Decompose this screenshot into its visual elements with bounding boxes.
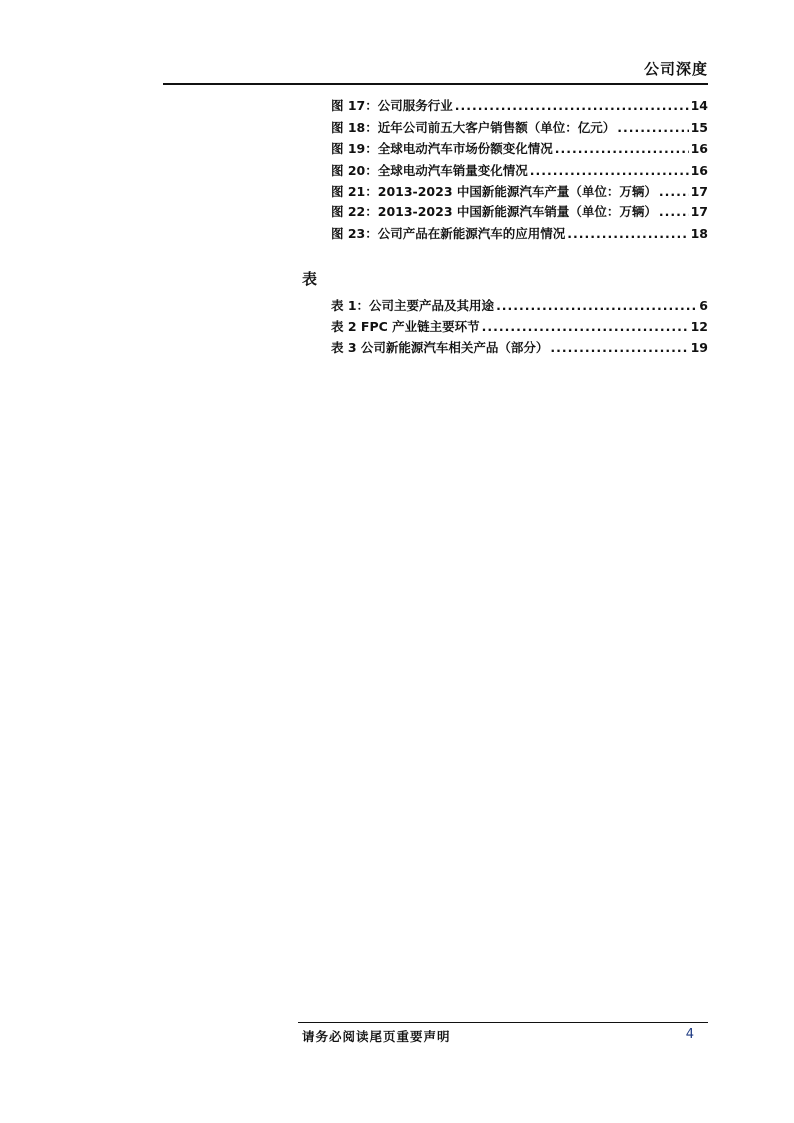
disclaimer-note: 请务必阅读尾页重要声明 [302, 1029, 451, 1044]
toc-entry-page: 16 [690, 163, 708, 178]
toc-leader-dots [530, 163, 689, 179]
toc-entry-page: 16 [690, 141, 708, 156]
header-divider [163, 83, 708, 85]
toc-leader-dots [555, 141, 689, 157]
toc-entry-label: 图 18：近年公司前五大客户销售额（单位：亿元） [331, 120, 616, 135]
toc-entry-table-3[interactable] [331, 338, 708, 356]
toc-entry-page: 19 [690, 340, 708, 355]
toc-leader-dots [550, 340, 688, 356]
toc-entry-page: 17 [690, 184, 708, 199]
toc-entry-figure-17[interactable] [331, 96, 708, 114]
toc-entry-label: 图 19：全球电动汽车市场份额变化情况 [331, 141, 553, 156]
toc-entry-table-2[interactable] [331, 317, 708, 335]
toc-leader-dots [567, 226, 688, 242]
toc-leader-dots [496, 298, 697, 314]
toc-entry-label: 图 20：全球电动汽车销量变化情况 [331, 163, 528, 178]
toc-entry-page: 15 [690, 120, 708, 135]
toc-entry-label: 图 23：公司产品在新能源汽车的应用情况 [331, 226, 566, 241]
toc-entry-label: 图 17：公司服务行业 [331, 98, 453, 113]
toc-entry-label: 表 2 FPC 产业链主要环节 [331, 319, 480, 334]
toc-entry-figure-23[interactable] [331, 224, 708, 242]
toc-entry-label: 图 22：2013-2023 中国新能源汽车销量（单位：万辆） [331, 204, 657, 219]
toc-leader-dots [617, 120, 688, 136]
footer-divider [298, 1022, 708, 1023]
toc-leader-dots [482, 319, 689, 335]
toc-entry-figure-20[interactable] [331, 161, 708, 179]
toc-entry-page: 12 [690, 319, 708, 334]
toc-leader-dots [659, 204, 689, 220]
toc-entry-page: 18 [690, 226, 708, 241]
toc-entry-figure-19[interactable] [331, 139, 708, 157]
report-type-title: 公司深度 [643, 60, 708, 78]
toc-entry-label: 表 3 公司新能源汽车相关产品（部分） [331, 340, 549, 355]
toc-entry-page: 17 [690, 204, 708, 219]
toc-entry-page: 14 [690, 98, 708, 113]
tables-section-heading: 表 [302, 270, 318, 288]
toc-entry-table-1[interactable] [331, 296, 708, 314]
toc-leader-dots [659, 184, 689, 200]
toc-entry-figure-21[interactable] [331, 182, 708, 200]
toc-entry-page: 6 [699, 298, 708, 313]
toc-entry-label: 表 1：公司主要产品及其用途 [331, 298, 495, 313]
toc-entry-label: 图 21：2013-2023 中国新能源汽车产量（单位：万辆） [331, 184, 657, 199]
toc-entry-figure-18[interactable] [331, 118, 708, 136]
toc-entry-figure-22[interactable] [331, 202, 708, 220]
toc-leader-dots [455, 98, 689, 114]
page-number: 4 [685, 1027, 694, 1042]
